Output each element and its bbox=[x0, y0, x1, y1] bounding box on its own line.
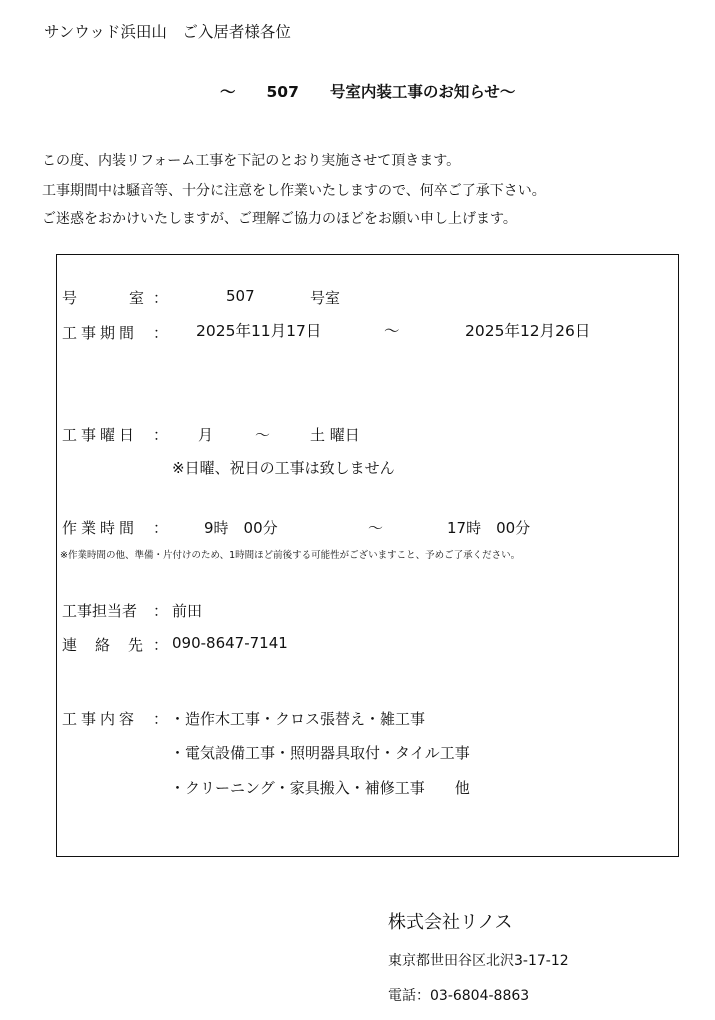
period-tilde: ～ bbox=[384, 322, 400, 340]
page-title: ～ 507 号室内装工事のお知らせ～ bbox=[220, 83, 516, 101]
hours-label: 作業時間 bbox=[62, 519, 139, 537]
work-item: ・クリーニング・家具搬入・補修工事 他 bbox=[170, 779, 470, 797]
contact-label-3: 先 bbox=[128, 636, 144, 654]
work-item: ・電気設備工事・照明器具取付・タイル工事 bbox=[170, 744, 470, 762]
room-label-2: 室 bbox=[129, 289, 145, 307]
company-name: 株式会社リノス bbox=[388, 912, 513, 933]
weekdays-tilde: ～ bbox=[255, 426, 271, 444]
company-phone: 電話：03-6804-8863 bbox=[388, 988, 530, 1004]
hours-colon: ： bbox=[153, 519, 169, 537]
addressee: サンウッド浜田山 ご入居者様各位 bbox=[44, 23, 291, 41]
hours-tilde: ～ bbox=[368, 519, 384, 537]
weekdays-colon: ： bbox=[153, 426, 169, 444]
weekdays-from: 月 bbox=[198, 426, 214, 444]
room-suffix: 号室 bbox=[310, 289, 341, 307]
hours-note: ※作業時間の他、準備・片付けのため、1時間ほど前後する可能性がございますこと、予めご了承ください。 bbox=[60, 550, 521, 561]
room-colon: ： bbox=[153, 289, 169, 307]
company-address: 東京都世田谷区北沢3-17-12 bbox=[388, 953, 569, 969]
period-start: 2025年11月17日 bbox=[196, 322, 322, 340]
weekdays-note: ※日曜、祝日の工事は致しません bbox=[172, 459, 395, 477]
intro-line: この度、内装リフォーム工事を下記のとおり実施させて頂きます。 bbox=[42, 153, 461, 169]
contact-value: 090-8647-7141 bbox=[172, 634, 288, 652]
work-label: 工事内容 bbox=[62, 710, 139, 728]
period-colon: ： bbox=[153, 324, 169, 342]
contact-colon: ： bbox=[153, 636, 169, 654]
hours-start: 9時 00分 bbox=[204, 519, 278, 537]
manager-colon: ： bbox=[153, 602, 169, 620]
period-end: 2025年12月26日 bbox=[465, 322, 591, 340]
manager-value: 前田 bbox=[172, 602, 203, 620]
work-colon: ： bbox=[153, 710, 169, 728]
weekdays-label: 工事曜日 bbox=[62, 426, 139, 444]
hours-end: 17時 00分 bbox=[447, 519, 531, 537]
weekdays-to: 土 曜日 bbox=[310, 426, 360, 444]
work-item: ・造作木工事・クロス張替え・雑工事 bbox=[170, 710, 426, 728]
period-label: 工事期間 bbox=[62, 324, 139, 342]
contact-label-2: 絡 bbox=[95, 636, 111, 654]
manager-label: 工事担当者 bbox=[62, 602, 138, 620]
room-label-1: 号 bbox=[62, 289, 78, 307]
room-number: 507 bbox=[226, 287, 255, 305]
intro-line: ご迷惑をおかけいたしますが、ご理解ご協力のほどをお願い申し上げます。 bbox=[42, 211, 517, 227]
contact-label-1: 連 bbox=[62, 636, 78, 654]
intro-line: 工事期間中は騒音等、十分に注意をし作業いたしますので、何卒ご了承下さい。 bbox=[42, 183, 546, 199]
